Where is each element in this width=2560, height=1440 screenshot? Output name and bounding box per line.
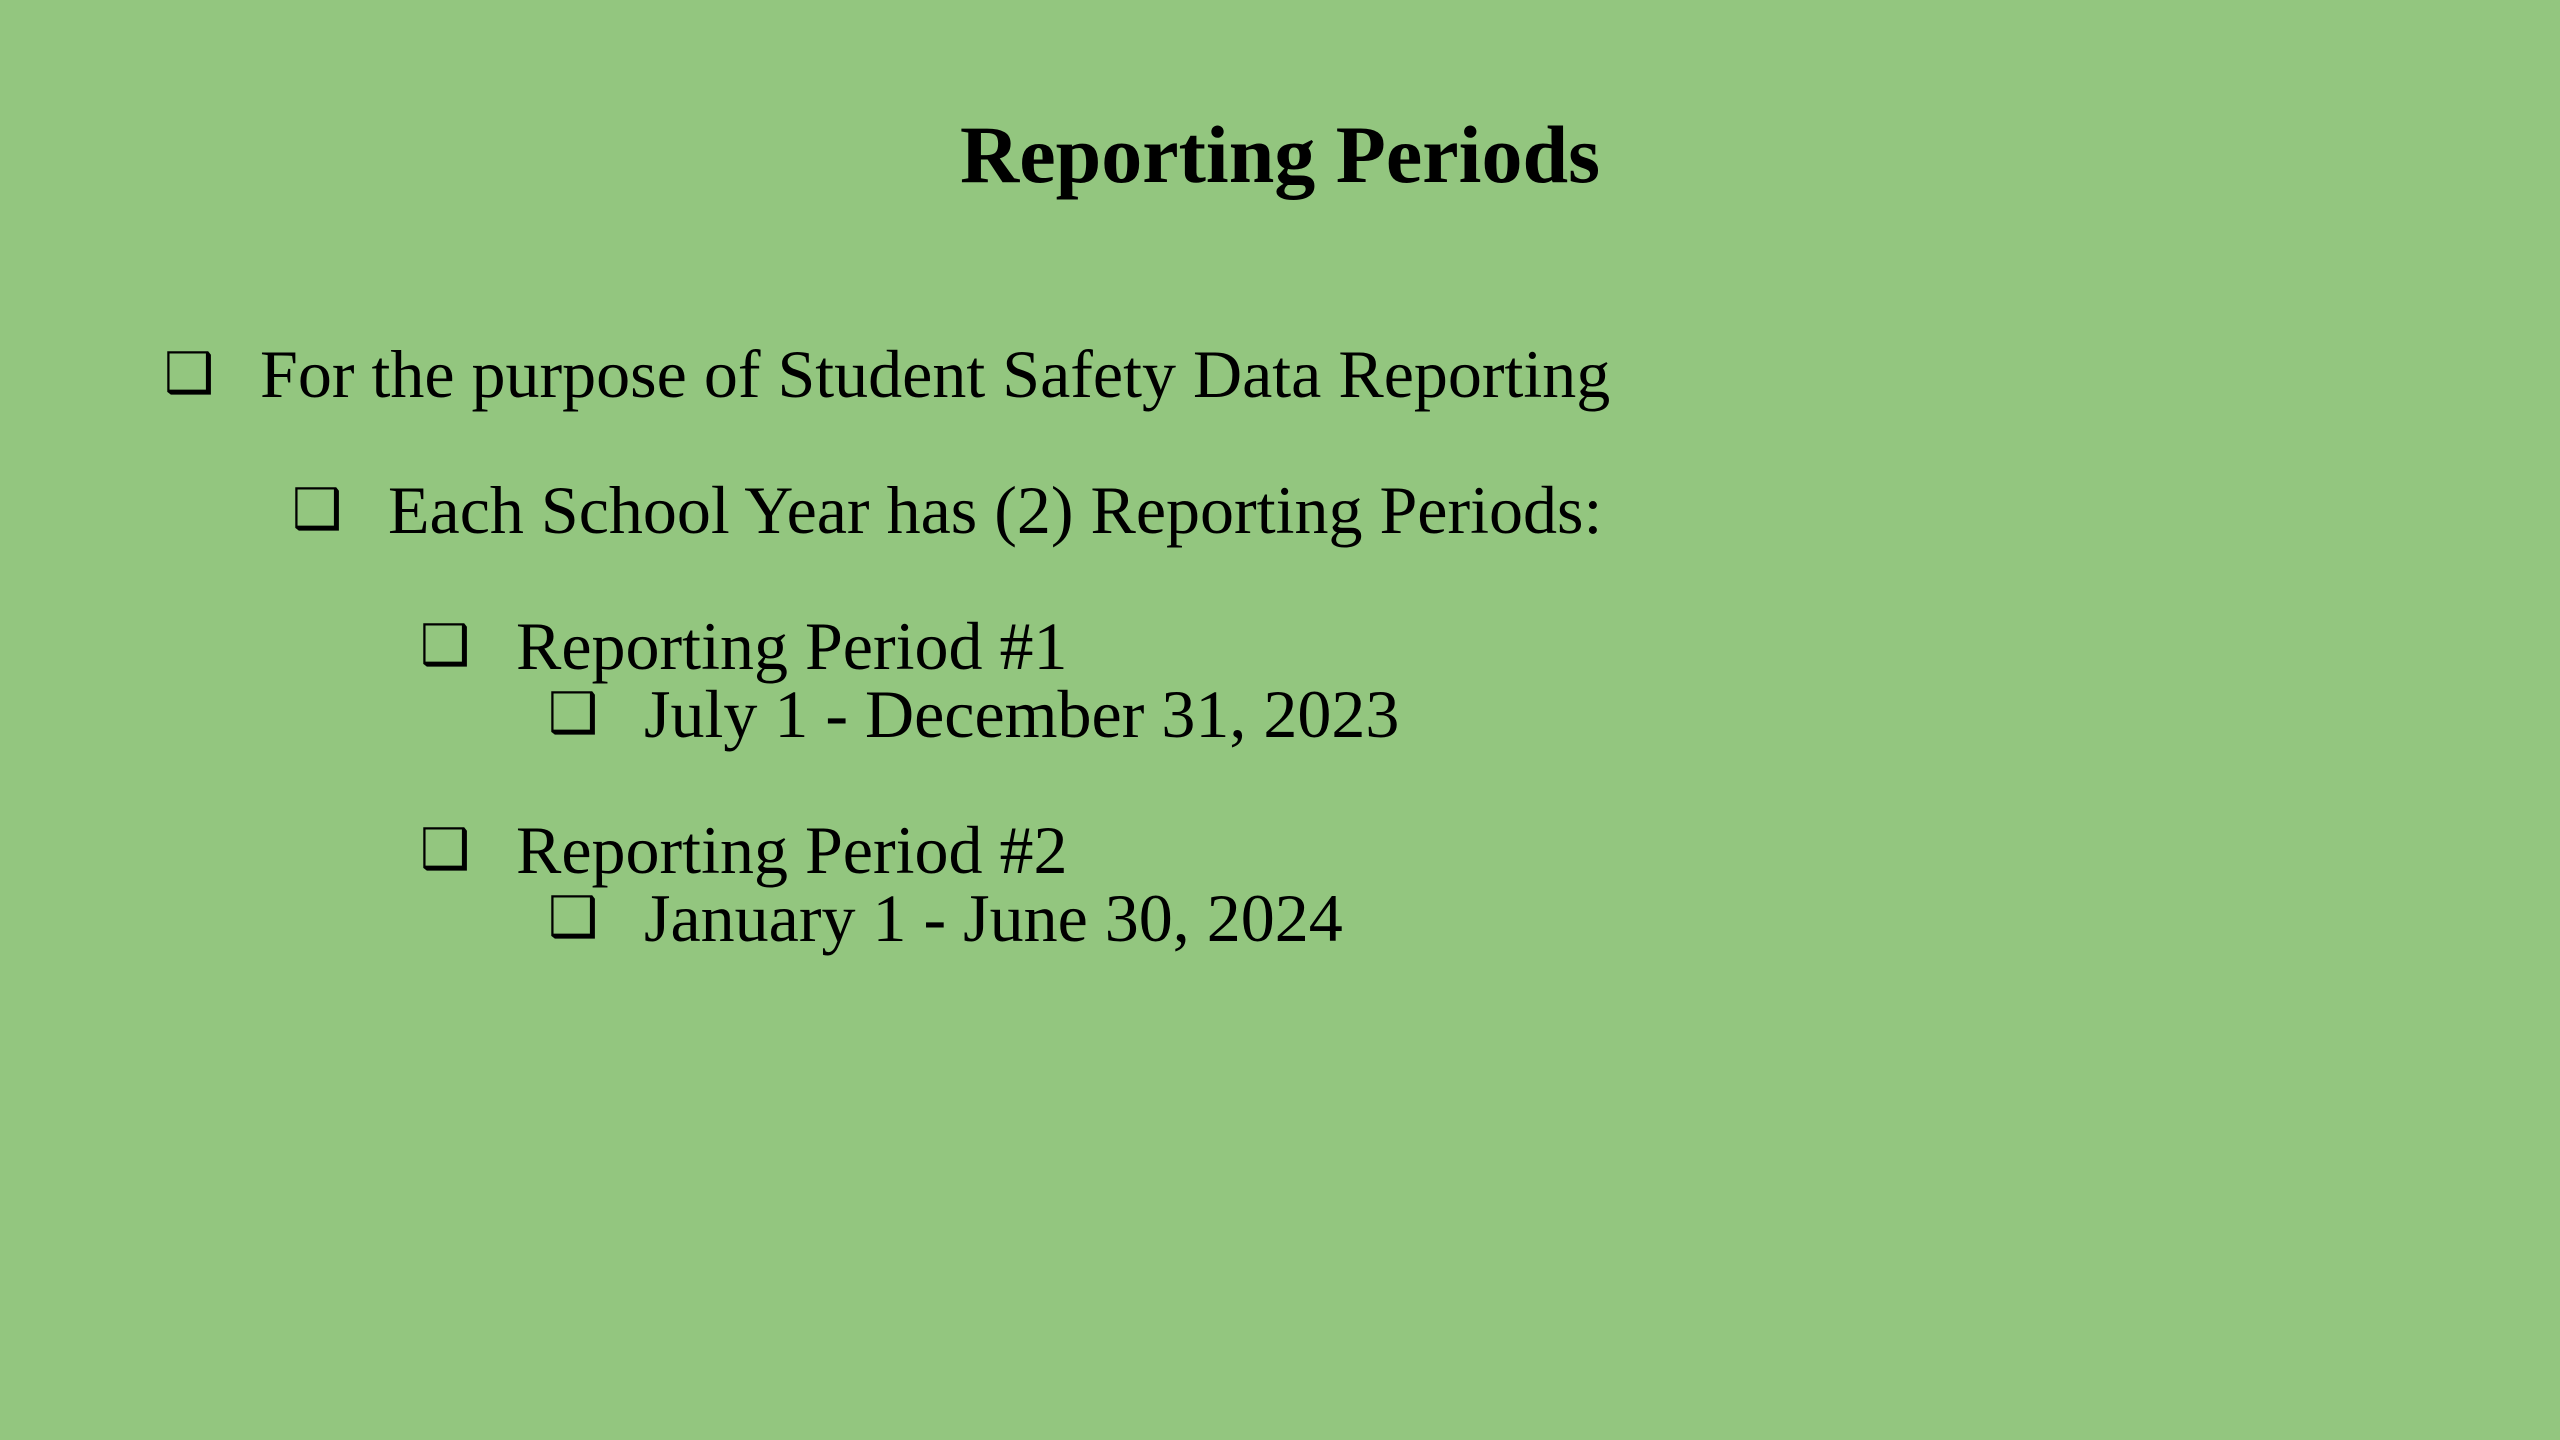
checkbox-square-icon: ❑ <box>420 613 471 678</box>
bullet-item-level-2 <box>292 474 1602 546</box>
bullet-text: January 1 - June 30, 2024 <box>644 880 1343 956</box>
bullet-item-reporting-period-2 <box>420 814 1068 886</box>
bullet-text: Each School Year has (2) Reporting Periods: <box>388 472 1603 548</box>
bullet-text: Reporting Period #2 <box>516 812 1068 888</box>
bullet-text: July 1 - December 31, 2023 <box>644 676 1400 752</box>
bullet-item-level-1 <box>164 338 1610 410</box>
bullet-item-reporting-period-1 <box>420 610 1068 682</box>
bullet-text: Reporting Period #1 <box>516 608 1068 684</box>
bullet-item-period-2-dates <box>548 882 1343 954</box>
checkbox-square-icon: ❑ <box>548 681 599 746</box>
slide-title: Reporting Periods <box>960 109 1600 200</box>
checkbox-square-icon: ❑ <box>164 341 215 406</box>
checkbox-square-icon: ❑ <box>420 817 471 882</box>
checkbox-square-icon: ❑ <box>548 885 599 950</box>
checkbox-square-icon: ❑ <box>292 477 343 542</box>
bullet-text: For the purpose of Student Safety Data Reporting <box>260 336 1611 412</box>
bullet-item-period-1-dates <box>548 678 1399 750</box>
